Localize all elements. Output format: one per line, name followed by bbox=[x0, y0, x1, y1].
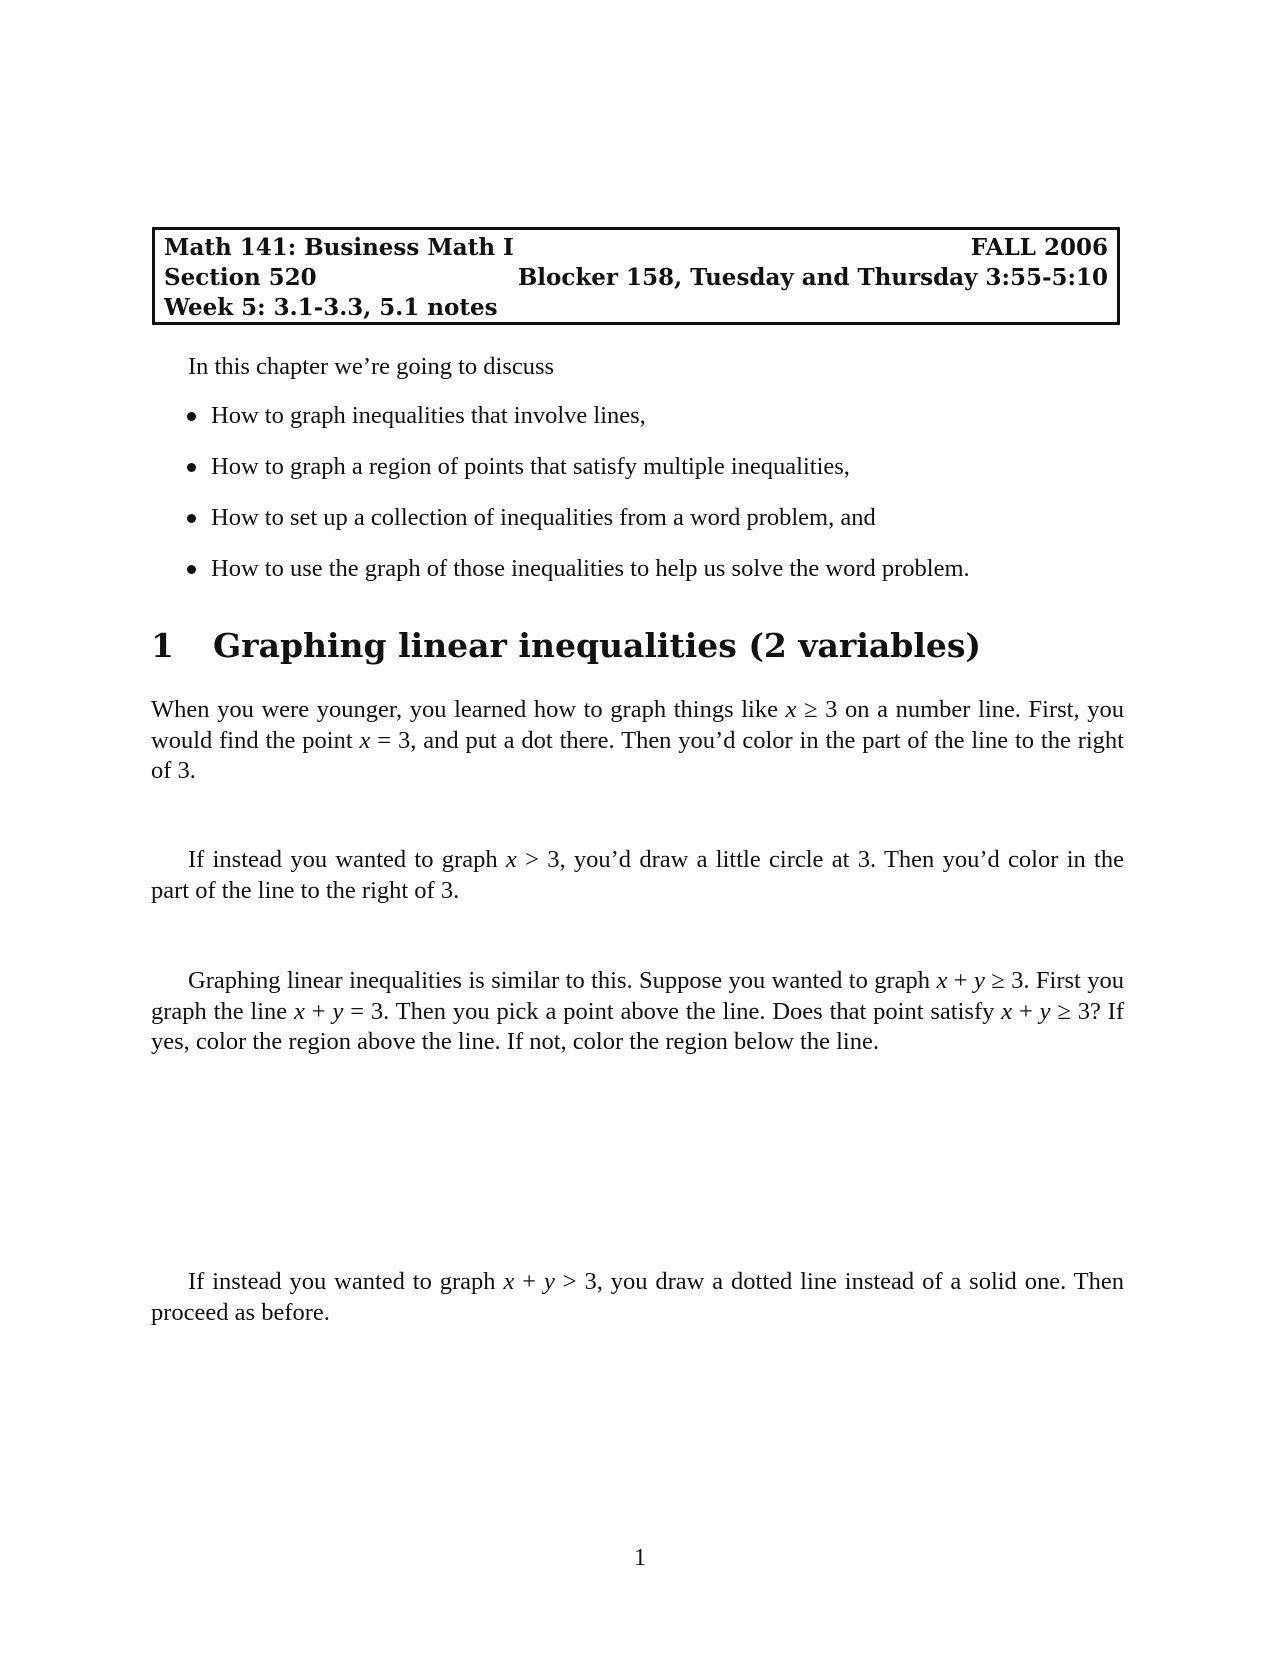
paragraph-strict-inequality: If instead you wanted to graph x > 3, you’d draw a little circle at 3. Then you’d color in the part of the line to the right of 3. bbox=[151, 846, 1124, 904]
list-item: How to graph inequalities that involve lines, bbox=[184, 402, 970, 453]
location-schedule: Blocker 158, Tuesday and Thursday 3:55-5:10 bbox=[517, 264, 1108, 291]
paragraph-number-line: When you were younger, you learned how to graph things like x ≥ 3 on a number line. First, you would find the point x = 3, and put a dot there. Then you’d color in the part of the line to the right of 3. bbox=[151, 696, 1124, 784]
bullet-icon bbox=[187, 463, 196, 472]
term-label: FALL 2006 bbox=[970, 234, 1108, 261]
list-item: How to set up a collection of inequalities from a word problem, and bbox=[184, 504, 970, 555]
section-label: Section 520 bbox=[164, 264, 317, 291]
bullet-icon bbox=[187, 412, 196, 421]
week-label: Week 5: 3.1-3.3, 5.1 notes bbox=[164, 294, 498, 321]
section-number: 1 bbox=[151, 626, 174, 665]
intro-text: In this chapter we’re going to discuss bbox=[188, 353, 555, 380]
list-item: How to use the graph of those inequalities to help us solve the word problem. bbox=[184, 555, 970, 606]
page-number: 1 bbox=[634, 1545, 646, 1571]
section-title: Graphing linear inequalities (2 variables) bbox=[213, 626, 982, 665]
list-item: How to graph a region of points that satisfy multiple inequalities, bbox=[184, 453, 970, 504]
topic-list bbox=[184, 402, 970, 606]
bullet-icon bbox=[187, 565, 196, 574]
section-heading bbox=[151, 626, 981, 665]
course-title: Math 141: Business Math I bbox=[164, 234, 514, 261]
paragraph-linear-inequality: Graphing linear inequalities is similar to this. Suppose you wanted to graph x + y ≥ 3. First you graph the line x + y = 3. Then you pick a point above the line. Does that point satisfy x + y ≥ 3? If yes, color the region above the line. If not, color the region below the line. bbox=[151, 967, 1125, 1055]
bullet-icon bbox=[187, 514, 196, 523]
paragraph-dotted-line: If instead you wanted to graph x + y > 3, you draw a dotted line instead of a solid one. Then proceed as before. bbox=[151, 1268, 1124, 1326]
course-header-box bbox=[152, 227, 1120, 325]
